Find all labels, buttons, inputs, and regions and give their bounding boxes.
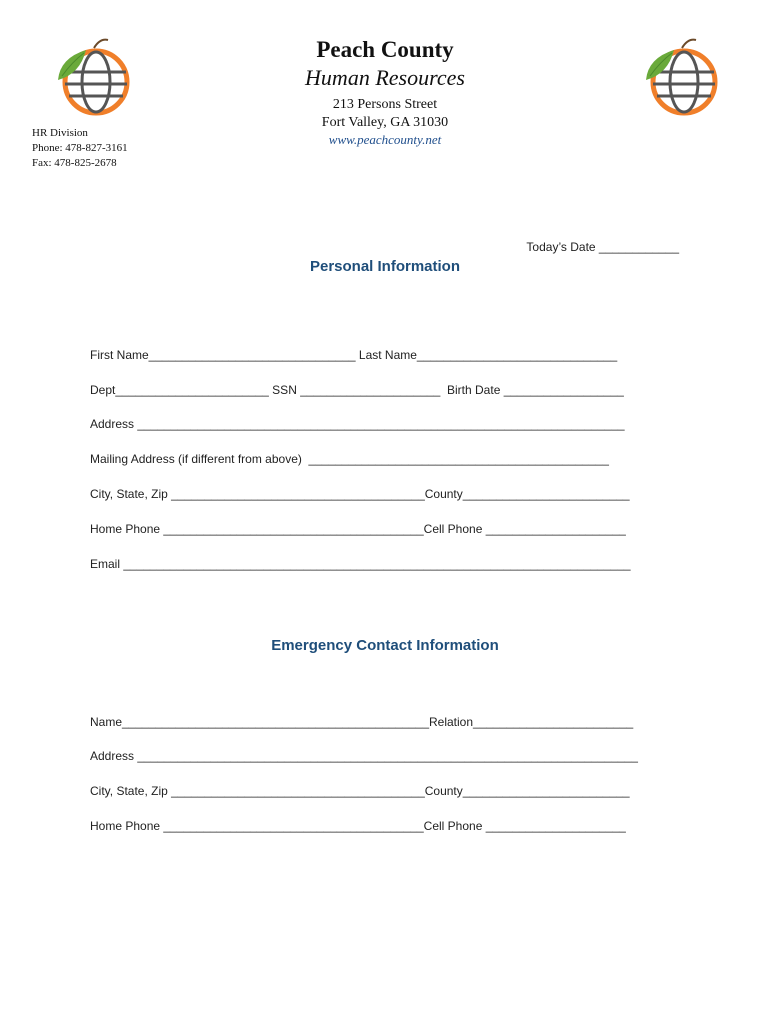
city-state-zip: Fort Valley, GA 31030 [321,115,449,130]
email-field-row[interactable]: Email ____________________________________________________________________________ [90,557,631,571]
emergency-address-row[interactable]: Address ___________________________________________________________________________ [90,749,638,763]
todays-date-field[interactable]: Today’s Date ____________ [526,240,679,254]
emergency-contact-heading: Emergency Contact Information [271,637,499,654]
city-state-zip-row[interactable]: City, State, Zip ______________________________________County_________________________ [90,487,630,501]
hr-phone: Phone: 478-827-3161 [32,142,128,154]
hr-division: HR Division [32,127,88,139]
mailing-address-row[interactable]: Mailing Address (if different from above) _____________________________________________ [90,452,609,466]
emergency-city-row[interactable]: City, State, Zip ______________________________________County_________________________ [90,784,630,798]
street-address: 213 Persons Street [332,97,438,112]
website-link[interactable]: www.peachcounty.net [328,132,442,147]
address-field-row[interactable]: Address _________________________________________________________________________ [90,417,625,431]
hr-fax: Fax: 478-825-2678 [32,157,117,169]
org-name: Peach County [316,37,454,62]
peach-globe-icon [644,36,720,120]
hr-contact-block [32,126,128,171]
emergency-phone-row[interactable]: Home Phone _______________________________________Cell Phone _____________________ [90,819,626,833]
personal-info-heading: Personal Information [309,258,461,275]
name-field-row[interactable]: First Name_______________________________ Last Name______________________________ [90,348,618,362]
dept-ssn-birthdate-row[interactable]: Dept_______________________ SSN _____________________ Birth Date __________________ [90,383,624,397]
emergency-name-row[interactable]: Name______________________________________________Relation________________________ [90,715,634,729]
phone-field-row[interactable]: Home Phone _______________________________________Cell Phone _____________________ [90,522,626,536]
peach-globe-icon [56,36,132,120]
letterhead [235,36,535,148]
department-name: Human Resources [305,65,465,90]
